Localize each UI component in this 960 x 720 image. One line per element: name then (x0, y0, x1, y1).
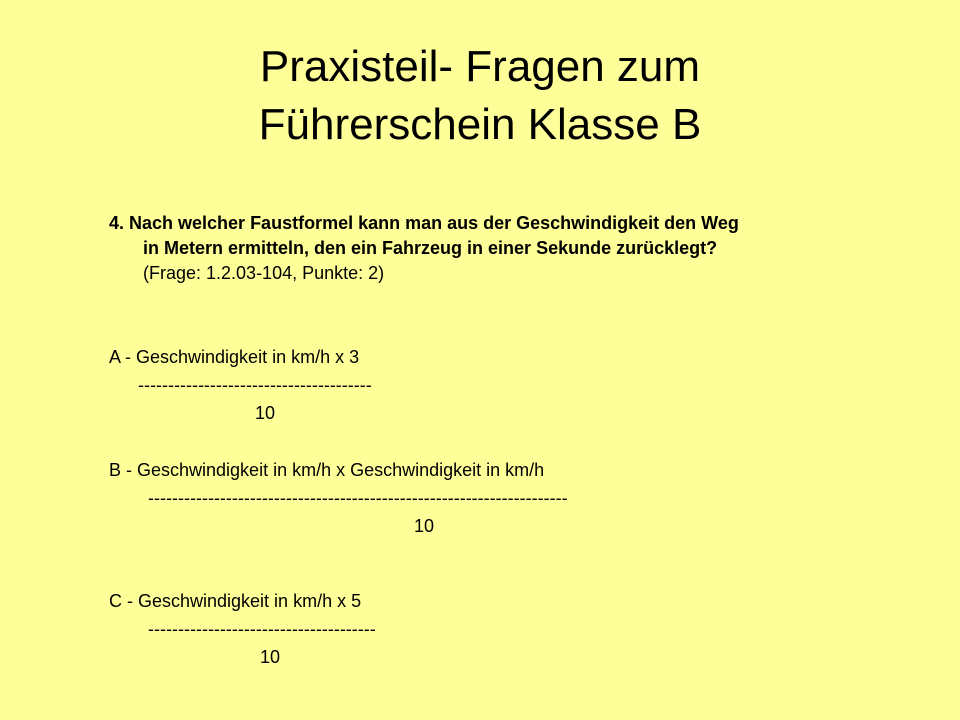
answer-b-numerator: B - Geschwindigkeit in km/h x Geschwindigkeit in km/h (109, 460, 545, 480)
slide-title (0, 38, 960, 154)
answer-a-fraction-bar: --------------------------------------- (138, 375, 372, 395)
question-meta: (Frage: 1.2.03-104, Punkte: 2) (143, 263, 385, 283)
answer-option-a (109, 343, 450, 427)
answer-b-fraction-bar: ---------------------------------------------------------------------- (148, 488, 568, 508)
question-text-line-1: 4. Nach welcher Faustformel kann man aus der Geschwindigkeit den Weg (109, 213, 739, 233)
slide-title-line-1: Praxisteil- Fragen zum (259, 42, 701, 91)
question-text-line-2: in Metern ermitteln, den ein Fahrzeug in einer Sekunde zurücklegt? (143, 238, 718, 258)
answer-a-denominator: 10 (255, 403, 276, 423)
answer-a-numerator: A - Geschwindigkeit in km/h x 3 (109, 347, 360, 367)
answer-c-numerator: C - Geschwindigkeit in km/h x 5 (109, 591, 362, 611)
answer-b-denominator: 10 (414, 516, 435, 536)
answer-option-c (109, 587, 448, 671)
question-block (109, 211, 959, 286)
answer-option-b (109, 456, 700, 540)
slide-title-line-2: Führerschein Klasse B (258, 100, 702, 149)
answer-c-fraction-bar: -------------------------------------- (148, 619, 376, 639)
answer-c-denominator: 10 (260, 647, 281, 667)
